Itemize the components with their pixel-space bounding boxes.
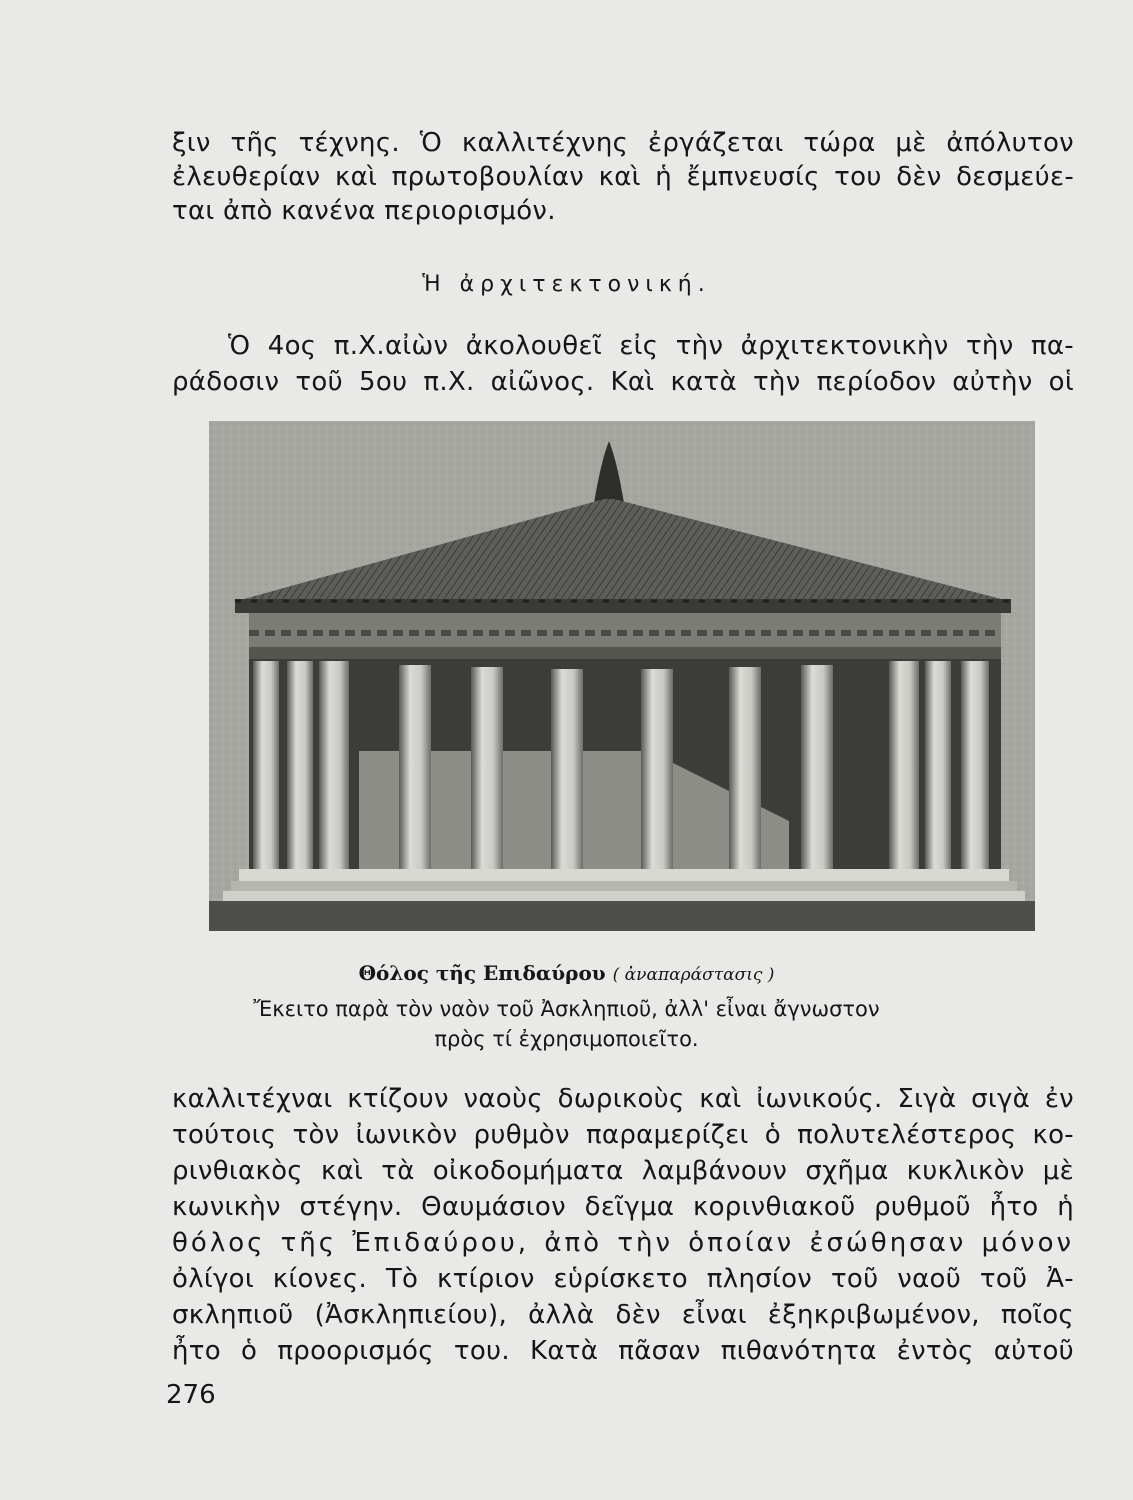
- temple-drawing: [209, 421, 1035, 931]
- figure-caption-title: [0, 961, 1133, 985]
- ground: [209, 901, 1035, 931]
- text-line: καλλιτέχναι κτίζουν ναοὺς δωρικοὺς καὶ ἰωνικούς. Σιγὰ σιγὰ ἐν: [172, 1084, 1074, 1114]
- text-line: Ὁ 4ος π.Χ.αἰὼν ἀκολουθεῖ εἰς τὴν ἀρχιτεκτονικὴν τὴν πα-: [228, 331, 1074, 361]
- section-heading: Ἡ ἀρχιτεκτονική.: [422, 272, 711, 297]
- figure-caption-line: Ἔκειτο παρὰ τὸν ναὸν τοῦ Ἀσκληπιοῦ, ἀλλ' εἶναι ἄγνωστον: [253, 997, 880, 1021]
- text-line: ὀλίγοι κίονες. Τὸ κτίριον εὑρίσκετο πλησίον τοῦ ναοῦ τοῦ Ἀ-: [172, 1264, 1074, 1294]
- text-line: ται ἀπὸ κανένα περιορισμόν.: [172, 196, 556, 226]
- text-line: κωνικὴν στέγην. Θαυμάσιον δεῖγμα κορινθιακοῦ ρυθμοῦ ἦτο ἡ: [172, 1192, 1074, 1222]
- text-line: σκληπιοῦ (Ἀσκληπιείου), ἀλλὰ δὲν εἶναι ἐξηκριβωμένον, ποῖος: [172, 1300, 1074, 1330]
- text-line: ρινθιακὸς καὶ τὰ οἰκοδομήματα λαμβάνουν σχῆμα κυκλικὸν μὲ: [172, 1156, 1074, 1186]
- text-line: ἐλευθερίαν καὶ πρωτοβουλίαν καὶ ἡ ἔμπνευσίς του δὲν δεσμεύε-: [172, 162, 1074, 192]
- stylobate: [239, 869, 1009, 881]
- figure-caption-line: πρὸς τί ἐχρησιμοποιεῖτο.: [434, 1027, 699, 1051]
- tholos-illustration: [209, 421, 1035, 931]
- text-line: ἦτο ὁ προορισμός του. Κατὰ πᾶσαν πιθανότητα ἐντὸς αὐτοῦ: [172, 1336, 1074, 1366]
- caption-title-text: Θόλος τῆς Επιδαύρου: [358, 961, 606, 985]
- caption-note: ( ἀναπαράστασις ): [612, 965, 775, 985]
- text-line: τούτοις τὸν ἰωνικὸν ρυθμὸν παραμερίζει ὁ πολυτελέστερος κο-: [172, 1120, 1074, 1150]
- text-line: ράδοσιν τοῦ 5ου π.Χ. αἰῶνος. Καὶ κατὰ τὴν περίοδον αὐτὴν οἱ: [172, 367, 1074, 397]
- text-line: ξιν τῆς τέχνης. Ὁ καλλιτέχνης ἐργάζεται τώρα μὲ ἀπόλυτον: [172, 128, 1074, 158]
- page-number: 276: [166, 1380, 216, 1410]
- text-line: θόλος τῆς Ἐπιδαύρου, ἀπὸ τὴν ὁποίαν ἐσώθησαν μόνον: [172, 1228, 1074, 1258]
